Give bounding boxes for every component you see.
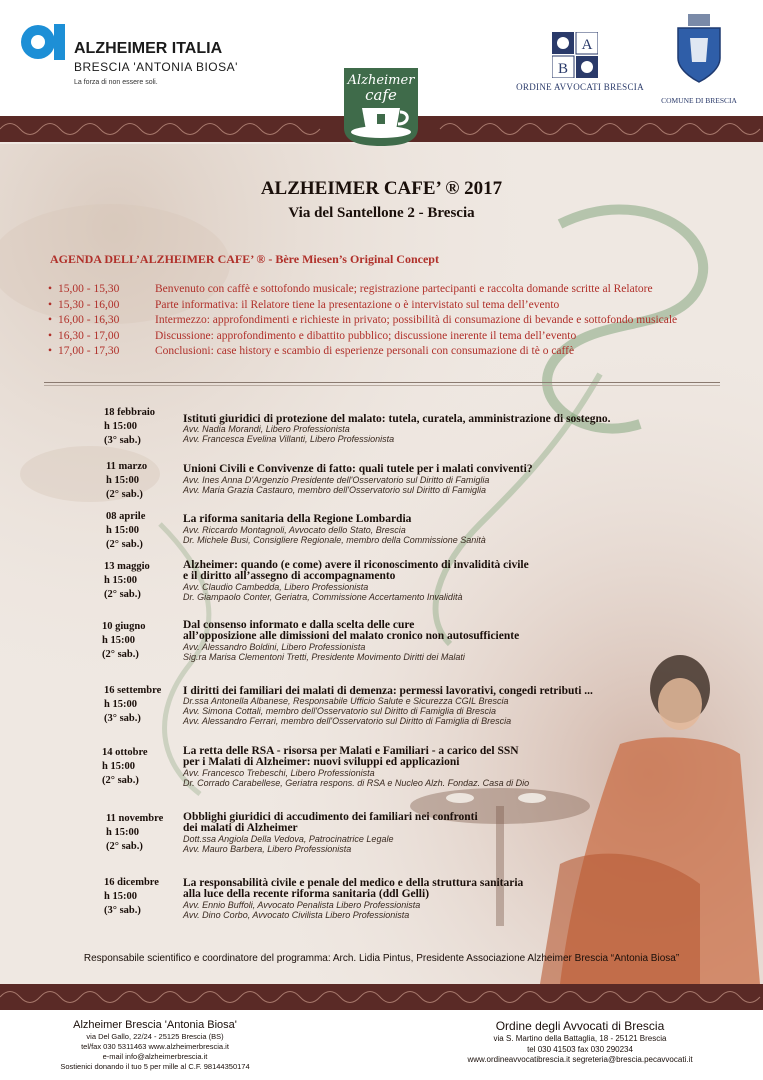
event-title: I diritti dei familiari dei malati di demenza: permessi lavorativi, congedi retributi ...	[183, 685, 593, 697]
event-title: Unioni Civili e Convivenze di fatto: quali tutele per i malati conviventi?	[183, 463, 533, 475]
org-subtitle: BRESCIA 'ANTONIA BIOSA'	[74, 60, 238, 74]
agenda-text: Discussione: approfondimento e dibattito pubblico; discussione inerente il tema dell’evento	[155, 329, 577, 342]
cafe-logo-line1: Alzheimer	[347, 73, 415, 88]
cafe-logo-line2: cafe	[365, 86, 397, 104]
event-date	[102, 620, 145, 662]
agenda-item: • 15,30 - 16,00 Parte informativa: il Relatore tiene la presentazione o è intervistato sul tema dell’evento	[48, 298, 677, 314]
responsible-credit: Responsabile scientifico e coordinatore del programma: Arch. Lidia Pintus, Presidente Associazione Alzheimer Brescia “Antonia Biosa”	[83, 953, 680, 964]
footer-left-name: Alzheimer Brescia 'Antonia Biosa'	[73, 1019, 237, 1031]
event-date	[106, 460, 147, 502]
event-time: h 15:00	[106, 525, 139, 536]
decorative-band-bottom	[0, 984, 763, 1010]
agenda-text: Parte informativa: il Relatore tiene la presentazione o è intervistato sul tema dell’evento	[155, 298, 560, 311]
event-date	[104, 684, 161, 726]
event-speaker: Dr. Corrado Carabellese, Geriatra respons. di RSA e Nucleo Alzh. Fondaz. Casa di Dio	[183, 778, 530, 788]
event-day: 14 ottobre	[102, 747, 148, 758]
event-speaker: Avv. Nadia Morandi, Libero Professionista	[183, 424, 350, 434]
agenda-heading-text: AGENDA DELL’ALZHEIMER CAFE’ ®	[50, 252, 266, 266]
event-date	[106, 812, 163, 854]
event-week: (2° sab.)	[102, 649, 139, 660]
agenda-text: Benvenuto con caffè e sottofondo musicale; registrazione partecipanti e raccolta domande scritte al Relatore	[155, 283, 653, 295]
event-speaker: Dr.ssa Antonella Albanese, Responsabile Ufficio Salute e Sicurezza CGIL Brescia	[183, 696, 509, 706]
ordine-avvocati-logo-icon	[552, 32, 598, 78]
event-time: h 15:00	[106, 827, 139, 838]
event-time: h 15:00	[104, 699, 137, 710]
event-week: (2° sab.)	[102, 775, 139, 786]
event-time: h 15:00	[104, 891, 137, 902]
agenda-text: Conclusioni: case history e scambio di esperienze personali con consumazione di tè o caffè	[155, 345, 575, 357]
event-speaker: Avv. Claudio Cambedda, Libero Professionista	[183, 582, 369, 592]
agenda-item: • 16,00 - 16,30 Intermezzo: approfondimenti e richieste in privato; possibilità di consumazione di bevande e sottofondo musicale	[48, 313, 677, 329]
page-subtitle: Via del Santellone 2 - Brescia	[288, 205, 475, 221]
svg-text:B: B	[557, 61, 569, 77]
footer-right-name: Ordine degli Avvocati di Brescia	[495, 1019, 665, 1033]
page-title: ALZHEIMER CAFE’ ® 2017	[260, 178, 503, 199]
event-day: 11 marzo	[106, 461, 148, 472]
footer-left-email[interactable]: e-mail info@alzheimerbrescia.it	[102, 1052, 208, 1061]
event-title: Alzheimer: quando (e come) avere il riconoscimento di invalidità civile e il diritto all’assegno di accompagnamento	[183, 559, 529, 582]
event-day: 10 giugno	[102, 621, 146, 632]
event-day: 16 settembre	[104, 685, 162, 696]
event-speaker: Sig.ra Marisa Clementoni Tretti, Presidente Movimento Diritti dei Malati	[183, 652, 465, 662]
event-title: La retta delle RSA - risorsa per Malati e Familiari - a carico del SSN per i Malati di Alzheimer: nuovi sviluppi ed applicazioni	[183, 745, 519, 768]
event-speaker: Avv. Alessandro Ferrari, membro dell'Osservatorio sul Diritto di Famiglia di Brescia	[183, 716, 512, 726]
agenda-time: 17,00 - 17,30	[58, 345, 120, 357]
divider	[44, 385, 720, 386]
agenda-time: 15,30 - 16,00	[58, 298, 120, 311]
event-speaker: Dr. Giampaolo Conter, Geriatra, Commissione Accertamento Invalidità	[183, 592, 463, 602]
event-day: 11 novembre	[106, 813, 164, 824]
event-speaker: Dott.ssa Angiola Della Vedova, Patrocinatrice Legale	[183, 834, 394, 844]
agenda-time: 16,00 - 16,30	[58, 314, 120, 326]
ordine-avvocati-name: ORDINE AVVOCATI BRESCIA	[516, 82, 644, 92]
event-week: (2° sab.)	[106, 489, 143, 500]
event-title: Istituti giuridici di protezione del malato: tutela, curatela, amministrazione di sostegno.	[183, 413, 611, 425]
footer-right	[440, 1018, 720, 1066]
event-title: La responsabilità civile e penale del medico e della struttura sanitaria alla luce della recente riforma sanitaria (ddl Gelli)	[183, 877, 524, 900]
agenda-time: 15,00 - 15,30	[58, 283, 120, 295]
agenda-time: 16,30 - 17,00	[58, 329, 120, 342]
event-time: h 15:00	[104, 575, 137, 586]
event-speaker: Avv. Riccardo Montagnoli, Avvocato dello Stato, Brescia	[183, 525, 406, 535]
agenda-list	[48, 282, 677, 360]
event-week: (2° sab.)	[106, 841, 143, 852]
agenda-item: • 16,30 - 17,00 Discussione: approfondimento e dibattito pubblico; discussione inerente il tema dell’evento	[48, 329, 677, 345]
event-speaker: Avv. Francesca Evelina Villanti, Libero Professionista	[183, 434, 395, 444]
event-time: h 15:00	[104, 421, 137, 432]
footer-left-donation: Sostienici donando il tuo 5 per mille al C.F. 98144350174	[60, 1062, 250, 1071]
event-time: h 15:00	[106, 475, 139, 486]
event-time: h 15:00	[102, 761, 135, 772]
footer-left-contacts[interactable]: tel/fax 030 5311463 www.alzheimerbrescia.it	[81, 1042, 229, 1051]
event-day: 13 maggio	[104, 561, 150, 572]
event-speaker: Avv. Francesco Trebeschi, Libero Professionista	[183, 768, 375, 778]
event-week: (3° sab.)	[104, 905, 141, 916]
event-speaker: Avv. Alessandro Boldini, Libero Professionista	[183, 642, 366, 652]
event-title: La riforma sanitaria della Regione Lombardia	[183, 513, 412, 525]
divider	[44, 382, 720, 383]
event-speaker: Avv. Maria Grazia Castauro, membro dell'Osservatorio sul Diritto di Famiglia	[183, 485, 486, 495]
event-day: 18 febbraio	[104, 407, 156, 418]
event-day: 16 dicembre	[104, 877, 159, 888]
event-week: (3° sab.)	[104, 435, 141, 446]
org-name: ALZHEIMER ITALIA	[74, 40, 223, 57]
svg-text:A: A	[581, 37, 593, 53]
event-date	[104, 560, 150, 602]
event-date	[106, 510, 145, 552]
event-date	[104, 406, 155, 448]
event-date	[104, 876, 159, 918]
event-week: (2° sab.)	[106, 539, 143, 550]
footer-left	[40, 1018, 270, 1072]
footer-right-web[interactable]: www.ordineavvocatibrescia.it segreteria@brescia.pecavvocati.it	[467, 1055, 693, 1064]
event-title: Obblighi giuridici di accudimento dei familiari nei confronti dei malati di Alzheimer	[183, 811, 478, 834]
agenda-item: • 15,00 - 15,30 Benvenuto con caffè e sottofondo musicale; registrazione partecipanti e raccolta domande scritte al Relatore	[48, 282, 677, 298]
agenda-heading	[50, 252, 439, 267]
event-date	[102, 746, 148, 788]
comune-name: COMUNE DI BRESCIA	[661, 96, 737, 105]
agenda-concept: - Bère Miesen’s Original Concept	[265, 252, 439, 266]
footer-right-phone: tel 030 41503 fax 030 290234	[527, 1044, 633, 1054]
event-speaker: Dr. Michele Busi, Consigliere Regionale, membro della Commissione Sanità	[183, 535, 486, 545]
org-tagline: La forza di non essere soli.	[74, 79, 158, 86]
agenda-text: Intermezzo: approfondimenti e richieste in privato; possibilità di consumazione di bevande e sottofondo musicale	[155, 314, 678, 326]
event-speaker: Avv. Dino Corbo, Avvocato Civilista Libero Professionista	[183, 910, 410, 920]
footer-left-address: via Del Gallo, 22/24 - 25125 Brescia (BS)	[86, 1032, 224, 1041]
event-speaker: Avv. Ines Anna D'Argenzio Presidente dell'Osservatorio sul Diritto di Famiglia	[183, 475, 490, 485]
event-day: 08 aprile	[106, 511, 146, 522]
event-week: (2° sab.)	[104, 589, 141, 600]
alzheimer-cafe-logo-icon	[336, 58, 426, 148]
event-speaker: Avv. Mauro Barbera, Libero Professionista	[183, 844, 352, 854]
event-speaker: Avv. Ennio Buffoli, Avvocato Penalista Libero Professionista	[183, 900, 421, 910]
event-title: Dal consenso informato e dalla scelta delle cure all’opposizione alle dimissioni del malato cronico non autosufficiente	[183, 619, 520, 642]
event-speaker: Avv. Simona Cottali, membro dell'Osservatorio sul Diritto di Famiglia di Brescia	[183, 706, 496, 716]
agenda-item: • 17,00 - 17,30 Conclusioni: case history e scambio di esperienze personali con consumazione di tè o caffè	[48, 344, 677, 360]
event-week: (3° sab.)	[104, 713, 141, 724]
footer-right-address: via S. Martino della Battaglia, 18 - 25121 Brescia	[493, 1034, 667, 1043]
comune-crest-icon	[672, 14, 726, 84]
alzheimer-italia-logo-icon	[20, 20, 68, 64]
event-time: h 15:00	[102, 635, 135, 646]
